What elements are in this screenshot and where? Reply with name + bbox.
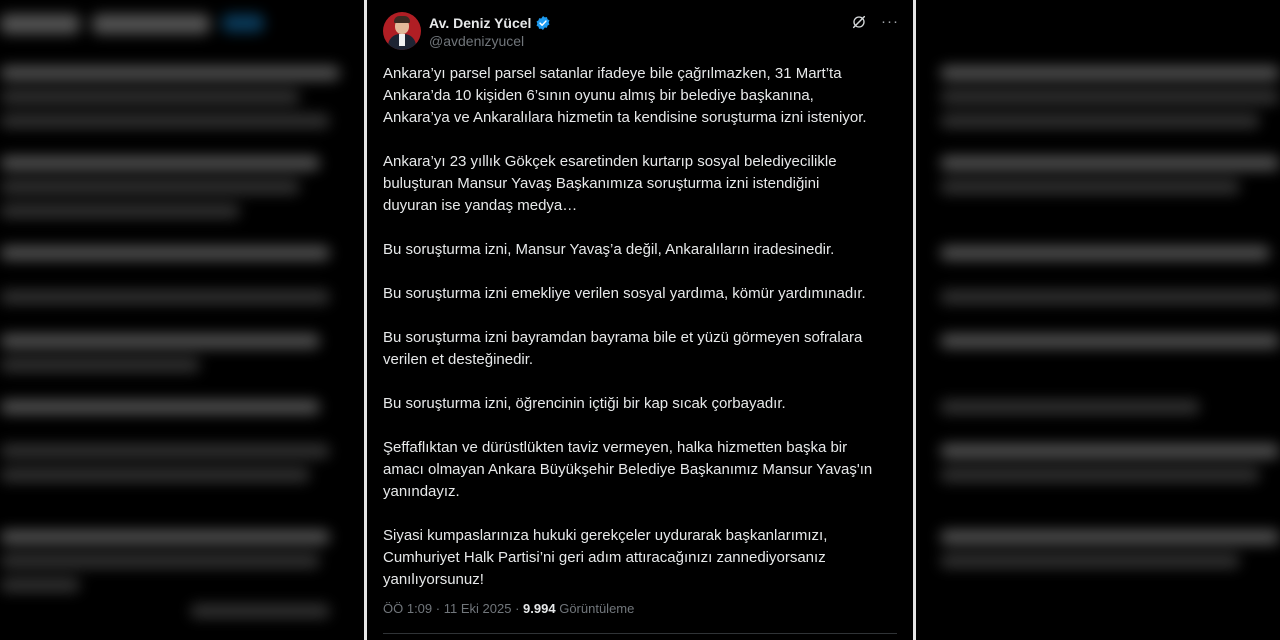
tweet-actions — [851, 14, 899, 30]
tweet-paragraph: Bu soruşturma izni emekliye verilen sosyal yardıma, kömür yardımınadır. — [383, 285, 866, 302]
tweet-paragraph: Ankara’yı parsel parsel satanlar ifadeye bile çağrılmazken, 31 Mart’ta Ankara’da 10 kişiden 6’sının oyunu almış bir belediye başkanına, Ankara’ya ve Ankaralılara hizmetin ta kendisine soruşturma izni isteniyor. — [383, 65, 867, 126]
verified-badge-icon — [535, 15, 551, 31]
author-name-row — [429, 14, 551, 32]
tweet-card — [364, 0, 916, 640]
tweet-time[interactable]: ÖÖ 1:09 — [383, 601, 433, 616]
more-icon[interactable]: ··· — [881, 13, 899, 30]
author-display-name[interactable]: Av. Deniz Yücel — [429, 15, 532, 31]
tweet-paragraph: Bu soruşturma izni bayramdan bayrama bile et yüzü görmeyen sofralara verilen et desteğinedir. — [383, 329, 863, 368]
views-label: Görüntüleme — [559, 601, 635, 616]
tweet-header — [383, 12, 899, 52]
views-count[interactable]: 9.994 — [523, 601, 556, 616]
tweet-paragraph: Bu soruşturma izni, öğrencinin içtiği bir kap sıcak çorbayadır. — [383, 395, 786, 412]
divider — [383, 633, 897, 634]
author-handle[interactable]: @avdenizyucel — [429, 33, 525, 49]
tweet-text — [383, 63, 899, 613]
tweet-date[interactable]: 11 Eki 2025 — [443, 601, 512, 616]
grok-icon[interactable] — [851, 14, 867, 30]
tweet-paragraph: Ankara’yı 23 yıllık Gökçek esaretinden kurtarıp sosyal belediyecilikle buluşturan Mansur Yavaş Başkanımıza soruşturma izni istendiğini duyuran ise yandaş medya… — [383, 153, 837, 214]
tweet-meta — [383, 601, 634, 616]
author-avatar[interactable] — [383, 12, 421, 50]
tweet-paragraph: Siyasi kumpaslarınıza hukuki gerekçeler uydurarak başkanlarımızı, Cumhuriyet Halk Partisi’ni geri adım attıracağınızı zannediyorsanız yanılıyorsunuz! — [383, 527, 828, 588]
tweet-paragraph: Bu soruşturma izni, Mansur Yavaş’a değil, Ankaralıların iradesinedir. — [383, 241, 835, 258]
meta-separator: · — [515, 601, 520, 616]
tweet-paragraph: Şeffaflıktan ve dürüstlükten taviz vermeyen, halka hizmetten başka bir amacı olmayan Ankara Büyükşehir Belediye Başkanımız Mansur Yavaş'ın yanındayız. — [383, 439, 873, 500]
meta-separator: · — [435, 601, 441, 616]
